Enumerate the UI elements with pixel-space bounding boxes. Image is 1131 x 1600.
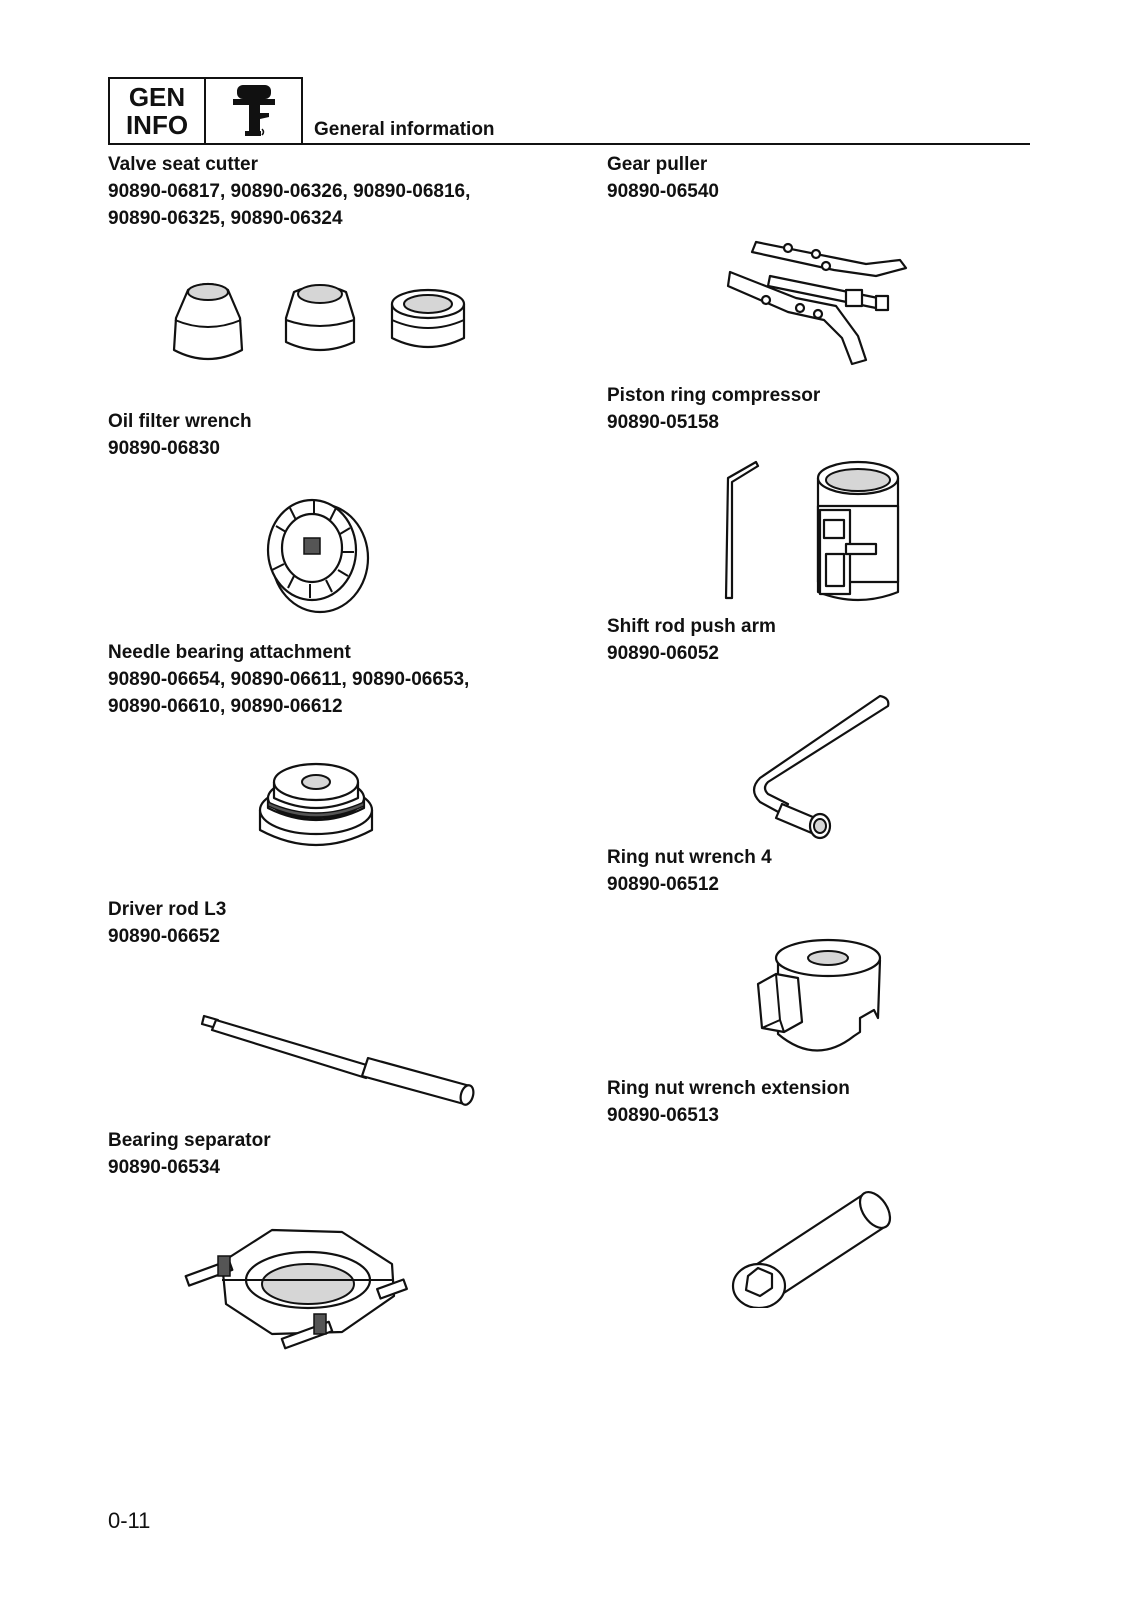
tool-name: Gear puller — [607, 154, 708, 175]
tool-code: 90890-06540 — [607, 181, 719, 202]
tool-piston-ring-compressor — [607, 382, 820, 436]
header-rule — [303, 143, 1030, 145]
tool-needle-bearing-attachment — [108, 639, 469, 720]
needle-bearing-attachment-icon — [258, 752, 378, 860]
section-tab — [108, 77, 303, 145]
tool-code: 90890-06513 — [607, 1105, 719, 1126]
tool-gear-puller — [607, 151, 719, 205]
page-number: 0-11 — [108, 1508, 151, 1533]
tool-name: Bearing separator — [108, 1130, 271, 1151]
tool-name: Needle bearing attachment — [108, 642, 351, 663]
tool-code: 90890-06654, 90890-06611, 90890-06653, — [108, 669, 470, 690]
tool-name: Piston ring compressor — [607, 385, 821, 406]
gear-puller-icon — [726, 236, 932, 372]
ring-nut-wrench-extension-icon — [726, 1184, 892, 1308]
tool-ring-nut-wrench-extension — [607, 1075, 850, 1129]
tool-code: 90890-06652 — [108, 926, 220, 947]
tool-name: Ring nut wrench 4 — [607, 847, 772, 868]
valve-seat-cutter-icon — [170, 278, 480, 370]
tool-ring-nut-wrench-4 — [607, 844, 772, 898]
section-label-line1: GEN — [128, 82, 186, 112]
driver-rod-icon — [200, 1012, 485, 1112]
tool-code: 90890-05158 — [607, 412, 719, 433]
tool-bearing-separator — [108, 1127, 271, 1181]
tool-name: Ring nut wrench extension — [607, 1078, 850, 1099]
tool-oil-filter-wrench — [108, 408, 252, 462]
tool-name: Valve seat cutter — [108, 154, 258, 175]
page-title: General information — [314, 119, 495, 140]
outboard-motor-icon — [206, 79, 301, 143]
tool-code: 90890-06052 — [607, 643, 719, 664]
shift-rod-push-arm-icon — [748, 694, 898, 844]
tool-code: 90890-06512 — [607, 874, 719, 895]
section-label-line2: INFO — [125, 110, 189, 140]
tool-code: 90890-06830 — [108, 438, 220, 459]
tool-code: 90890-06610, 90890-06612 — [108, 696, 343, 717]
tool-name: Driver rod L3 — [108, 899, 227, 920]
ring-nut-wrench-icon — [756, 936, 890, 1068]
tool-code: 90890-06817, 90890-06326, 90890-06816, — [108, 181, 471, 202]
tool-code: 90890-06534 — [108, 1157, 220, 1178]
tool-code: 90890-06325, 90890-06324 — [108, 208, 343, 229]
oil-filter-wrench-icon — [262, 496, 372, 614]
tool-name: Oil filter wrench — [108, 411, 252, 432]
bearing-separator-icon — [182, 1222, 422, 1372]
tool-name: Shift rod push arm — [607, 616, 776, 637]
tool-shift-rod-push-arm — [607, 613, 776, 667]
tool-driver-rod-l3 — [108, 896, 226, 950]
piston-ring-compressor-icon — [720, 458, 910, 608]
tool-valve-seat-cutter — [108, 151, 470, 232]
section-label — [110, 79, 206, 143]
